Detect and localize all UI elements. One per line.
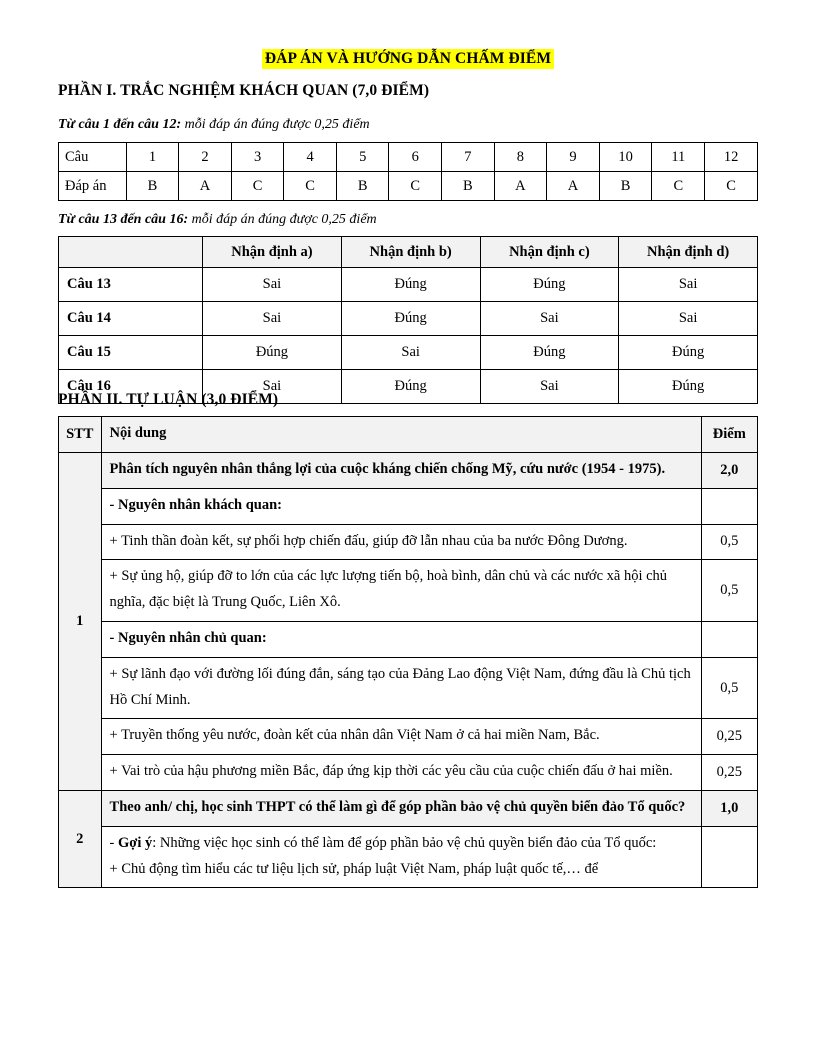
mcq-answer: A bbox=[494, 172, 547, 201]
tf-value: Đúng bbox=[619, 370, 758, 404]
essay-content: + Sự lãnh đạo với đường lối đúng đắn, sáng tạo của Đảng Lao động Việt Nam, đứng đầu là Chủ tịch Hồ Chí Minh. bbox=[101, 657, 701, 719]
tf-value: Đúng bbox=[341, 268, 480, 302]
essay-stt-q1: 1 bbox=[59, 453, 102, 791]
mcq-answer: C bbox=[284, 172, 337, 201]
part1-note-questions-1-12 bbox=[58, 117, 370, 133]
essay-content: + Vai trò của hậu phương miền Bắc, đáp ứng kịp thời các yêu cầu của cuộc chiến đấu ở hai miền. bbox=[101, 755, 701, 791]
part1-heading: PHẦN I. TRẮC NGHIỆM KHÁCH QUAN (7,0 ĐIỂM) bbox=[58, 82, 430, 99]
tf-header-statement-a: Nhận định a) bbox=[203, 237, 342, 268]
essay-score: 0,5 bbox=[701, 524, 757, 560]
mcq-answer: B bbox=[126, 172, 179, 201]
essay-score: 0,5 bbox=[701, 657, 757, 719]
mcq-answer: A bbox=[547, 172, 600, 201]
hint-prefix: - bbox=[109, 834, 119, 851]
table-row bbox=[59, 488, 758, 524]
essay-score: 2,0 bbox=[701, 453, 757, 489]
essay-rubric-table bbox=[58, 416, 758, 888]
page-title-text: ĐÁP ÁN VÀ HƯỚNG DẪN CHẤM ĐIỂM bbox=[262, 49, 554, 69]
essay-content-hint bbox=[101, 826, 701, 888]
tf-header-statement-c: Nhận định c) bbox=[480, 237, 619, 268]
tf-row-label: Câu 16 bbox=[59, 370, 203, 404]
page-title bbox=[0, 50, 816, 68]
essay-score: 0,25 bbox=[701, 719, 757, 755]
essay-header-score: Điểm bbox=[701, 417, 757, 453]
tf-value: Đúng bbox=[619, 336, 758, 370]
tf-value: Đúng bbox=[203, 336, 342, 370]
essay-score: 0,25 bbox=[701, 755, 757, 791]
tf-value: Sai bbox=[203, 370, 342, 404]
essay-stt-q2: 2 bbox=[59, 790, 102, 887]
table-header-row bbox=[59, 237, 758, 268]
table-row bbox=[59, 657, 758, 719]
table-row bbox=[59, 621, 758, 657]
tf-row-label: Câu 13 bbox=[59, 268, 203, 302]
mcq-question-number: 10 bbox=[599, 143, 652, 172]
essay-header-content: Nội dung bbox=[101, 417, 701, 453]
mcq-question-number: 11 bbox=[652, 143, 705, 172]
mcq-answer: B bbox=[442, 172, 495, 201]
essay-content: + Truyền thống yêu nước, đoàn kết của nhân dân Việt Nam ở cả hai miền Nam, Bắc. bbox=[101, 719, 701, 755]
mcq-question-number: 9 bbox=[547, 143, 600, 172]
essay-score bbox=[701, 826, 757, 888]
mcq-question-number: 7 bbox=[442, 143, 495, 172]
essay-content: - Nguyên nhân chủ quan: bbox=[101, 621, 701, 657]
table-row bbox=[59, 268, 758, 302]
true-false-answer-table bbox=[58, 236, 758, 404]
essay-score bbox=[701, 621, 757, 657]
table-row bbox=[59, 560, 758, 622]
tf-value: Sai bbox=[203, 268, 342, 302]
tf-value: Đúng bbox=[480, 336, 619, 370]
mcq-answer: C bbox=[705, 172, 758, 201]
mcq-question-number: 2 bbox=[179, 143, 232, 172]
mcq-question-number: 6 bbox=[389, 143, 442, 172]
tf-header-statement-d: Nhận định d) bbox=[619, 237, 758, 268]
table-row bbox=[59, 826, 758, 888]
note2-bold: Từ câu 13 đến câu 16: bbox=[58, 212, 189, 227]
table-row-question-numbers bbox=[59, 143, 758, 172]
note1-rest: mỗi đáp án đúng được 0,25 điểm bbox=[181, 117, 370, 132]
essay-content: + Tinh thần đoàn kết, sự phối hợp chiến đấu, giúp đỡ lẫn nhau của ba nước Đông Dương. bbox=[101, 524, 701, 560]
table-row bbox=[59, 524, 758, 560]
hint-line2: + Chủ động tìm hiểu các tư liệu lịch sử, pháp luật Việt Nam, pháp luật quốc tế,… để bbox=[109, 860, 599, 877]
tf-value: Sai bbox=[341, 336, 480, 370]
essay-score bbox=[701, 488, 757, 524]
mcq-row-label-question: Câu bbox=[59, 143, 127, 172]
essay-content: Theo anh/ chị, học sinh THPT có thể làm gì để góp phần bảo vệ chủ quyền biển đảo Tổ quốc? bbox=[101, 790, 701, 826]
tf-value: Sai bbox=[480, 302, 619, 336]
tf-row-label: Câu 14 bbox=[59, 302, 203, 336]
mcq-row-label-answer: Đáp án bbox=[59, 172, 127, 201]
mcq-answer: B bbox=[336, 172, 389, 201]
mcq-answer: A bbox=[179, 172, 232, 201]
essay-content: - Nguyên nhân khách quan: bbox=[101, 488, 701, 524]
mcq-question-number: 4 bbox=[284, 143, 337, 172]
mcq-answer: C bbox=[231, 172, 284, 201]
tf-value: Sai bbox=[619, 302, 758, 336]
tf-header-blank bbox=[59, 237, 203, 268]
mcq-question-number: 5 bbox=[336, 143, 389, 172]
table-row-answers bbox=[59, 172, 758, 201]
table-row bbox=[59, 719, 758, 755]
essay-header-stt: STT bbox=[59, 417, 102, 453]
table-row bbox=[59, 790, 758, 826]
essay-score: 1,0 bbox=[701, 790, 757, 826]
mcq-question-number: 12 bbox=[705, 143, 758, 172]
mcq-answer: B bbox=[599, 172, 652, 201]
mcq-question-number: 1 bbox=[126, 143, 179, 172]
table-header-row bbox=[59, 417, 758, 453]
table-row bbox=[59, 302, 758, 336]
hint-line1-rest: : Những việc học sinh có thể làm để góp phần bảo vệ chủ quyền biển đảo của Tổ quốc: bbox=[152, 834, 657, 851]
table-row bbox=[59, 755, 758, 791]
essay-score: 0,5 bbox=[701, 560, 757, 622]
mcq-question-number: 3 bbox=[231, 143, 284, 172]
hint-bold-label: Gợi ý bbox=[118, 834, 153, 851]
tf-row-label: Câu 15 bbox=[59, 336, 203, 370]
mcq-answer: C bbox=[652, 172, 705, 201]
table-row bbox=[59, 336, 758, 370]
table-row bbox=[59, 453, 758, 489]
part1-note-questions-13-16 bbox=[58, 212, 377, 228]
note2-rest: mỗi đáp án đúng được 0,25 điểm bbox=[188, 212, 377, 227]
tf-value: Sai bbox=[480, 370, 619, 404]
tf-value: Sai bbox=[203, 302, 342, 336]
tf-header-statement-b: Nhận định b) bbox=[341, 237, 480, 268]
note1-bold: Từ câu 1 đến câu 12: bbox=[58, 117, 182, 132]
essay-content: + Sự ủng hộ, giúp đỡ to lớn của các lực lượng tiến bộ, hoà bình, dân chủ và các nước xã hội chủ nghĩa, đặc biệt là Trung Quốc, Liên Xô. bbox=[101, 560, 701, 622]
mcq-answer: C bbox=[389, 172, 442, 201]
part2-heading: PHẦN II. TỰ LUẬN (3,0 ĐIỂM) bbox=[58, 391, 279, 408]
mcq-question-number: 8 bbox=[494, 143, 547, 172]
tf-value: Sai bbox=[619, 268, 758, 302]
essay-content: Phân tích nguyên nhân thắng lợi của cuộc kháng chiến chống Mỹ, cứu nước (1954 - 1975). bbox=[101, 453, 701, 489]
mcq-answer-table bbox=[58, 142, 758, 201]
tf-value: Đúng bbox=[341, 370, 480, 404]
tf-value: Đúng bbox=[341, 302, 480, 336]
tf-value: Đúng bbox=[480, 268, 619, 302]
